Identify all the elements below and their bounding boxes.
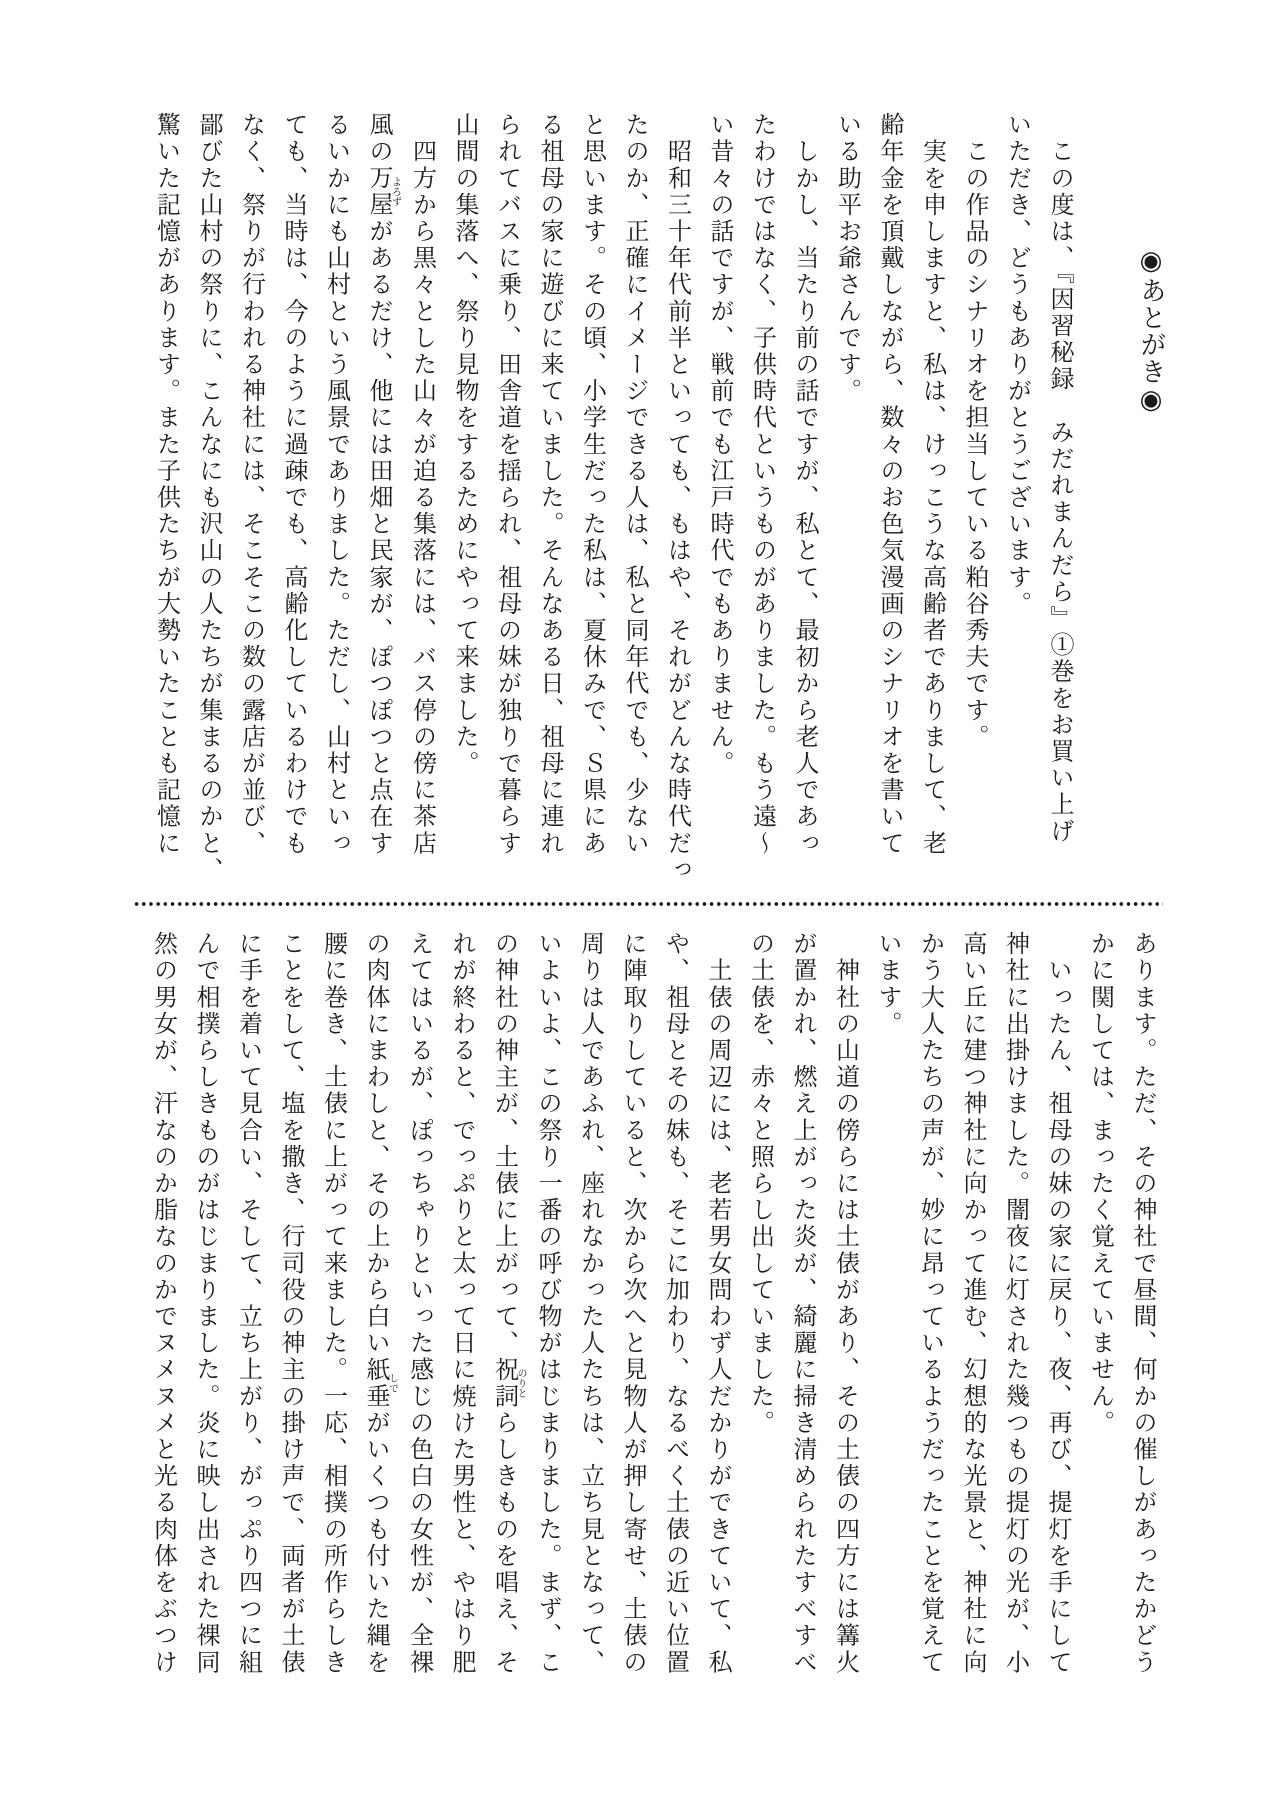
text-column: かに関しては、まったく覚えていません。 — [1086, 931, 1113, 1437]
text-column: たのか、正確にイメージできる人は、私と同年代でも、少ない — [621, 112, 647, 857]
text-column: この度は、『因習秘録 みだれまんだら』①巻をお買い上げ — [1046, 112, 1072, 845]
text-column: ことをして、塩を撒き、行司役の神主の掛け声で、両者が土俵 — [277, 931, 303, 1676]
text-column: や、祖母とその妹も、そこに加わり、なるべく土俵の近い位置 — [661, 931, 688, 1676]
text-column: と思います。その頃、小学生だった私は、夏休みで、Ｓ県にあ — [578, 112, 605, 857]
text-column: が置かれ、燃え上がった炎が、綺麗に掃き清められたすべすべ — [789, 931, 815, 1676]
text-column: 神社に出掛けました。闇夜に灯された幾つもの提灯の光が、小 — [1001, 931, 1028, 1676]
text-column: 四方から黒々とした山々が迫る集落には、バス停の傍に茶店 — [408, 112, 435, 857]
text-column: なく、祭りが行われる神社には、そこそこの数の露店が並び、 — [237, 112, 264, 857]
afterword-top-section — [145, 112, 1080, 904]
text-column: しかし、当たり前の話ですが、私とて、最初から老人であっ — [791, 112, 817, 857]
text-column: い昔々の話ですが、戦前でも江戸時代でもありません。 — [706, 112, 732, 777]
text-column: いる助平お爺さんです。 — [833, 112, 860, 405]
text-column: 驚いた記憶があります。また子供たちが大勢いたことも記憶に — [152, 112, 179, 857]
text-column: 鄙びた山村の祭りに、こんなにも沢山の人たちが集まるのかと、 — [195, 112, 221, 884]
text-column: たわけではなく、子供時代というものがありました。もう遠～ — [748, 112, 775, 857]
dotted-separator — [133, 901, 1163, 907]
text-column: に陣取りしていると、次から次へと見物人が押し寄せ、土俵の — [619, 931, 645, 1676]
text-column: 周りは人であふれ、座れなかった人たちは、立ち見となって、 — [576, 931, 603, 1676]
ruby-annotation: 万屋よろず — [365, 165, 401, 219]
text-column: 風の万屋よろずがあるだけ、他には田畑と民家が、ぽつぽつと点在す — [365, 112, 401, 857]
text-column: んで相撲らしきものがはじまりました。炎に映し出された裸同 — [192, 931, 218, 1676]
afterword-bottom-section — [143, 931, 1163, 1713]
text-column: 実を申しますと、私は、けっこうな高齢者でありまして、老 — [918, 112, 945, 857]
text-column: いよいよ、この祭り一番の呼び物がはじまりました。まず、こ — [534, 931, 560, 1676]
text-column: の神社の神主が、土俵に上がって、祝詞のりとらしきものを唱え、そ — [490, 931, 526, 1676]
text-column: いったん、祖母の妹の家に戻り、夜、再び、提灯を手にして — [1044, 931, 1070, 1676]
text-column: に手を着いて見合い、そして、立ち上がり、がっぷり四つに組 — [234, 931, 261, 1676]
text-column: られてバスに乗り、田舎道を揺られ、祖母の妹が独りで暮らす — [493, 112, 520, 857]
text-column: 土俵の周辺には、老若男女問わず人だかりができていて、私 — [704, 931, 730, 1676]
text-column: えてはいるが、ぽっちゃりといった感じの色白の女性が、全裸 — [405, 931, 432, 1676]
text-column: 高い丘に建つ神社に向かって進む、幻想的な光景と、神社に向 — [959, 931, 985, 1676]
text-column: 齢年金を頂戴しながら、数々のお色気漫画のシナリオを書いて — [876, 112, 902, 857]
text-column: ても、当時は、今のように過疎でも、高齢化しているわけでも — [280, 112, 306, 857]
afterword-title: ◉あとがき◉ — [1137, 246, 1166, 416]
ruby-annotation: 祝詞のりと — [490, 1356, 526, 1410]
text-column: の土俵を、赤々と照らし出していました。 — [746, 931, 773, 1437]
text-column: かう大人たちの声が、妙に昂っているようだったことを覚えて — [916, 931, 943, 1676]
text-column: 神社の山道の傍らには土俵があり、その土俵の四方には篝火 — [831, 931, 858, 1676]
text-column: の肉体にまわしと、その上から白い紙垂しでがいくつも付いた縄を — [362, 931, 398, 1676]
text-column: 然の男女が、汗なのか脂なのかでヌメヌメと光る肉体をぶつけ — [149, 931, 176, 1676]
ruby-annotation: 紙垂しで — [362, 1356, 398, 1410]
text-column: 山間の集落へ、祭り見物をするためにやって来ました。 — [451, 112, 477, 777]
text-column: あります。ただ、その神社で昼間、何かの催しがあったかどう — [1129, 931, 1155, 1676]
text-column: いただき、どうもありがとうございます。 — [1003, 112, 1030, 618]
text-column: この作品のシナリオを担当している粕谷秀夫です。 — [961, 112, 987, 751]
text-column: るいかにも山村という風景でありました。ただし、山村といっ — [322, 112, 349, 857]
text-column: る祖母の家に遊びに来ていました。そんなある日、祖母に連れ — [536, 112, 562, 857]
text-column: います。 — [874, 931, 900, 1038]
text-column: れが終わると、でっぷりと太って日に焼けた男性と、やはり肥 — [448, 931, 474, 1676]
text-column: 昭和三十年代前半といっても、もはや、それがどんな時代だっ — [663, 112, 690, 884]
text-column: 腰に巻き、土俵に上がって来ました。一応、相撲の所作らしき — [319, 931, 346, 1676]
